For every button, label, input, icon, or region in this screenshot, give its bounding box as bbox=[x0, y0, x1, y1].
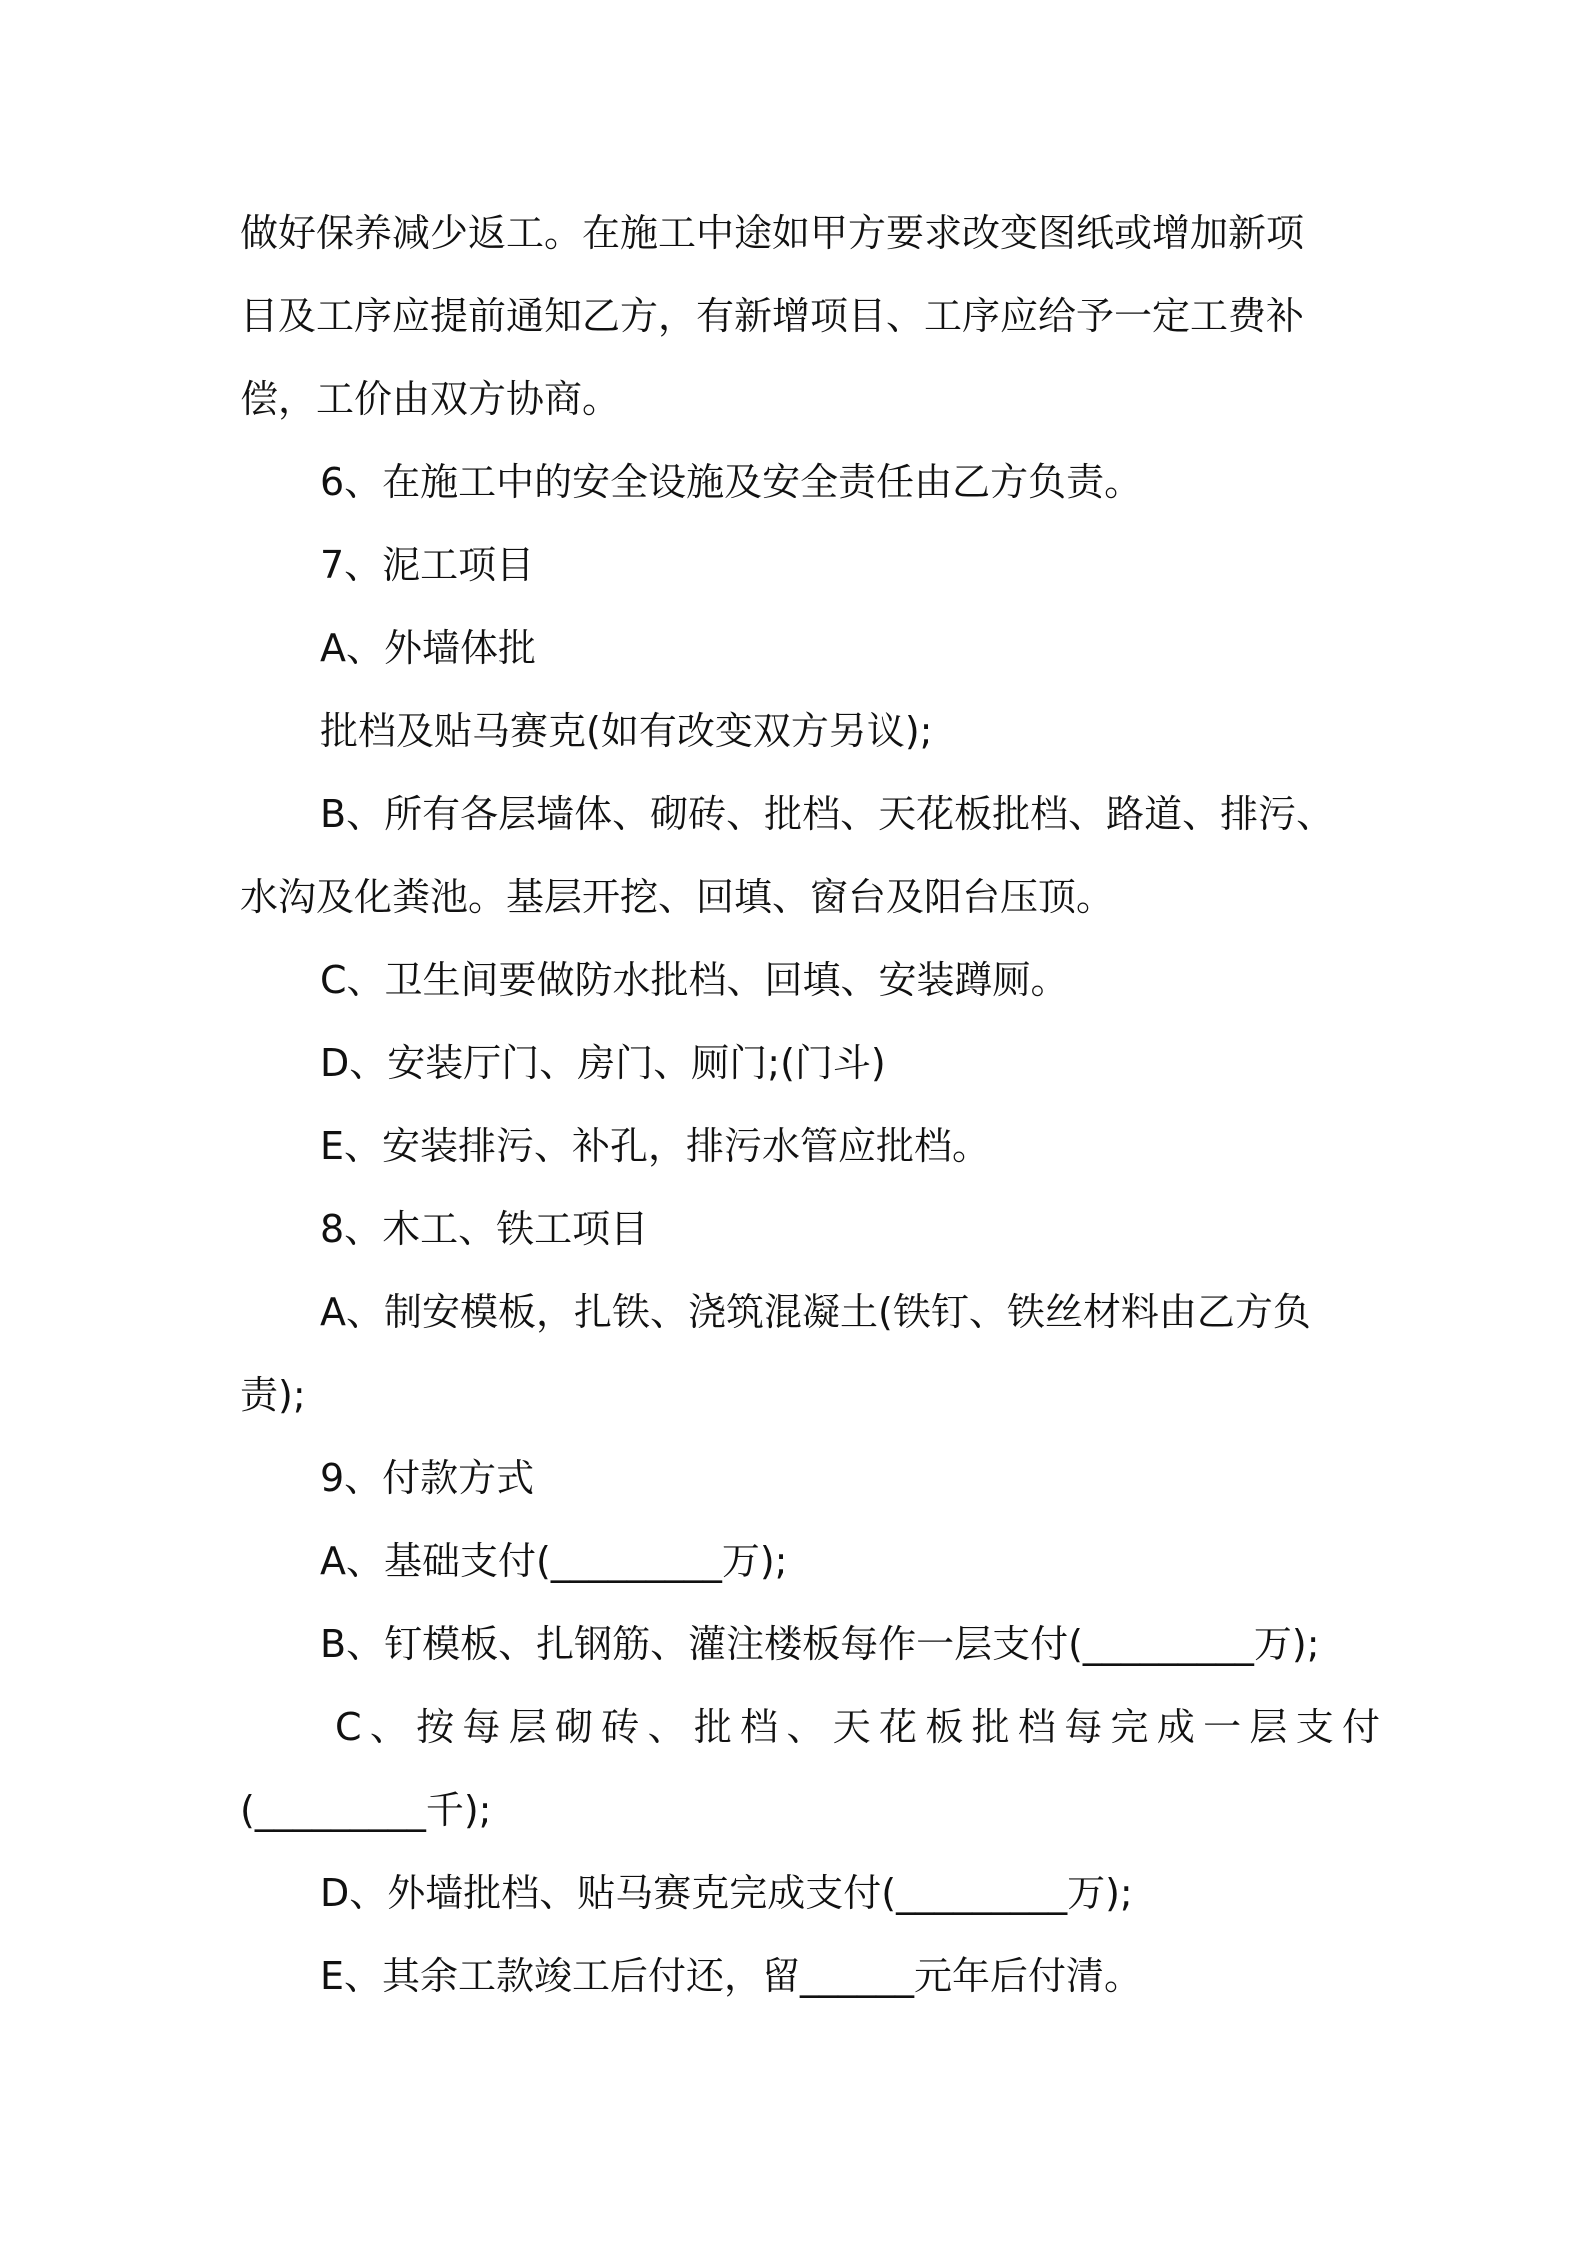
payment-item-e: E、其余工款竣工后付还，留______元年后付清。 bbox=[320, 1954, 1143, 1998]
item-8a: A、制安模板，扎铁、浇筑混凝土(铁钉、铁丝材料由乙方负 bbox=[320, 1290, 1311, 1334]
item-7c: C、卫生间要做防水批档、回填、安装蹲厕。 bbox=[320, 958, 1069, 1002]
item-7b-continued: 水沟及化粪池。基层开挖、回填、窗台及阳台压顶。 bbox=[240, 875, 1115, 919]
item-7a: A、外墙体批 bbox=[320, 626, 536, 670]
section-heading-7: 7、泥工项目 bbox=[320, 543, 535, 587]
section-heading-9: 9、付款方式 bbox=[320, 1456, 535, 1500]
payment-item-c-continued: (_________千); bbox=[240, 1788, 492, 1832]
clause-6: 6、在施工中的安全设施及安全责任由乙方负责。 bbox=[320, 460, 1143, 504]
item-7e: E、安装排污、补孔，排污水管应批档。 bbox=[320, 1124, 991, 1168]
item-7b: B、所有各层墙体、砌砖、批档、天花板批档、路道、排污、 bbox=[320, 792, 1335, 836]
text-line: 偿，工价由双方协商。 bbox=[240, 377, 621, 421]
text-line: 做好保养减少返工。在施工中途如甲方要求改变图纸或增加新项 bbox=[240, 211, 1305, 255]
item-7a-detail: 批档及贴马赛克(如有改变双方另议); bbox=[320, 709, 933, 753]
payment-item-a: A、基础支付(_________万); bbox=[320, 1539, 788, 1583]
payment-item-d: D、外墙批档、贴马赛克完成支付(_________万); bbox=[320, 1871, 1133, 1915]
section-heading-8: 8、木工、铁工项目 bbox=[320, 1207, 649, 1251]
item-8a-continued: 责); bbox=[240, 1373, 306, 1417]
payment-item-b: B、钉模板、扎钢筋、灌注楼板每作一层支付(_________万); bbox=[320, 1622, 1320, 1666]
payment-item-c: C、按每层砌砖、批档、天花板批档每完成一层支付 bbox=[335, 1705, 1380, 1749]
text-line: 目及工序应提前通知乙方，有新增项目、工序应给予一定工费补 bbox=[240, 294, 1305, 338]
document-body bbox=[240, 192, 1380, 2018]
item-7d: D、安装厅门、房门、厕门;(门斗) bbox=[320, 1041, 886, 1085]
